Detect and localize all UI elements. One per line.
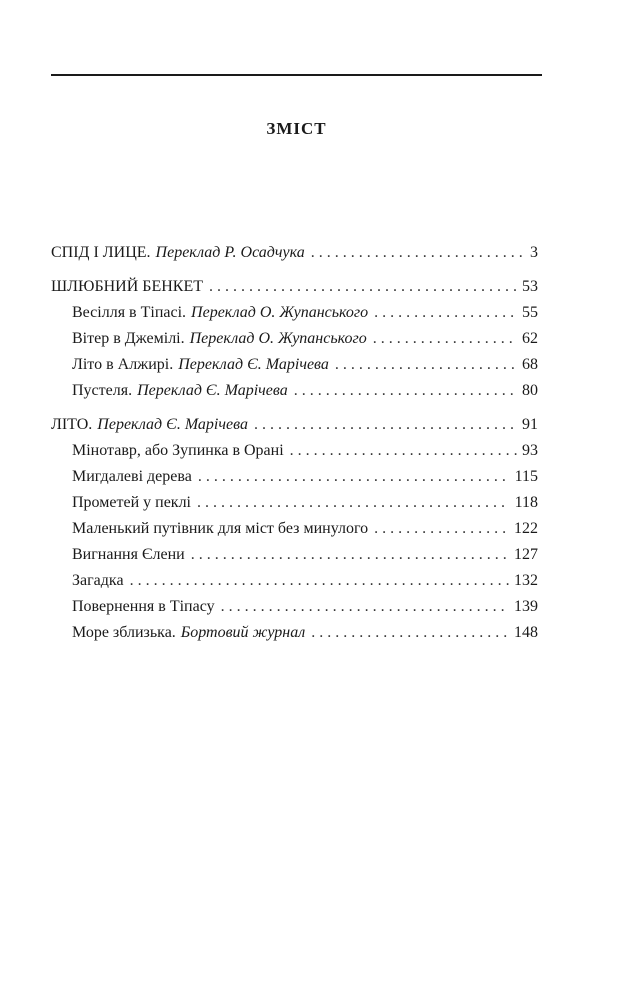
toc-entry-page: 68 <box>522 356 538 373</box>
toc-subentry <box>51 300 538 326</box>
toc-entry-translator: Переклад Є. Марічева <box>178 356 329 373</box>
toc-subentry <box>51 352 538 378</box>
toc-entry-title: ЛІТО. <box>51 416 93 433</box>
toc-entry <box>51 274 538 300</box>
toc-entry-translator: Бортовий журнал <box>180 624 306 641</box>
toc-entry-title: Вітер в Джемілі. <box>72 330 185 347</box>
dot-leader <box>191 542 509 568</box>
toc-entry-page: 55 <box>522 304 538 321</box>
dot-leader <box>198 464 510 490</box>
toc-entry-page: 122 <box>514 520 538 537</box>
dot-leader <box>374 516 509 542</box>
toc-entry-page: 118 <box>514 494 538 511</box>
table-of-contents <box>51 240 538 646</box>
toc-subentry <box>51 568 538 594</box>
toc-subentry <box>51 620 538 646</box>
toc-entry-translator: Переклад О. Жупанського <box>191 304 369 321</box>
toc-subentry <box>51 594 538 620</box>
toc-entry-translator: Переклад Є. Марічева <box>137 382 288 399</box>
toc-entry-page: 80 <box>522 382 538 399</box>
toc-entry-title: Мінотавр, або Зупинка в Орані <box>72 442 284 459</box>
page-title: ЗМІСТ <box>266 119 327 138</box>
toc-entry-translator: Переклад О. Жупанського <box>189 330 367 347</box>
dot-leader <box>209 274 517 300</box>
toc-entry-page: 62 <box>522 330 538 347</box>
toc-entry-title: Мигдалеві дерева <box>72 468 192 485</box>
toc-entry-page: 53 <box>522 278 538 295</box>
toc-subentry <box>51 542 538 568</box>
dot-leader <box>311 620 509 646</box>
toc-entry-title: Маленький путівник для міст без минулого <box>72 520 369 537</box>
toc-entry-title: Літо в Алжирі. <box>72 356 174 373</box>
toc-entry-page: 3 <box>530 244 538 261</box>
toc-entry-page: 91 <box>522 416 538 433</box>
dot-leader <box>221 594 509 620</box>
toc-entry-page: 127 <box>514 546 538 563</box>
toc-entry-title: Повернення в Тіпасу <box>72 598 215 615</box>
toc-subentry <box>51 464 538 490</box>
dot-leader <box>197 490 510 516</box>
dot-leader <box>290 438 517 464</box>
toc-entry-title: Пустеля. <box>72 382 133 399</box>
toc-section <box>51 274 538 404</box>
toc-entry-page: 132 <box>514 572 538 589</box>
top-rule <box>51 74 542 76</box>
toc-entry-title: Море зблизька. <box>72 624 176 641</box>
toc-entry-page: 139 <box>514 598 538 615</box>
toc-entry-title: Загадка <box>72 572 124 589</box>
toc-entry-title: Вигнання Єлени <box>72 546 185 563</box>
dot-leader <box>373 326 517 352</box>
toc-subentry <box>51 490 538 516</box>
toc-subentry <box>51 438 538 464</box>
toc-entry-title: Весілля в Тіпасі. <box>72 304 187 321</box>
toc-entry-page: 148 <box>514 624 538 641</box>
toc-entry-title: ШЛЮБНИЙ БЕНКЕТ <box>51 278 204 295</box>
toc-entry <box>51 412 538 438</box>
toc-entry-translator: Переклад Є. Марічева <box>97 416 248 433</box>
toc-section <box>51 412 538 646</box>
toc-subentry <box>51 326 538 352</box>
toc-entry-page: 115 <box>514 468 538 485</box>
toc-entry-translator: Переклад Р. Осадчука <box>155 244 305 261</box>
toc-entry <box>51 240 538 266</box>
dot-leader <box>374 300 517 326</box>
dot-leader <box>335 352 517 378</box>
toc-entry-page: 93 <box>522 442 538 459</box>
toc-entry-title: СПІД І ЛИЦЕ. <box>51 244 151 261</box>
toc-subentry <box>51 516 538 542</box>
toc-subentry <box>51 378 538 404</box>
toc-section <box>51 240 538 266</box>
dot-leader <box>130 568 509 594</box>
toc-entry-title: Прометей у пеклі <box>72 494 191 511</box>
dot-leader <box>294 378 517 404</box>
dot-leader <box>311 240 525 266</box>
dot-leader <box>254 412 517 438</box>
